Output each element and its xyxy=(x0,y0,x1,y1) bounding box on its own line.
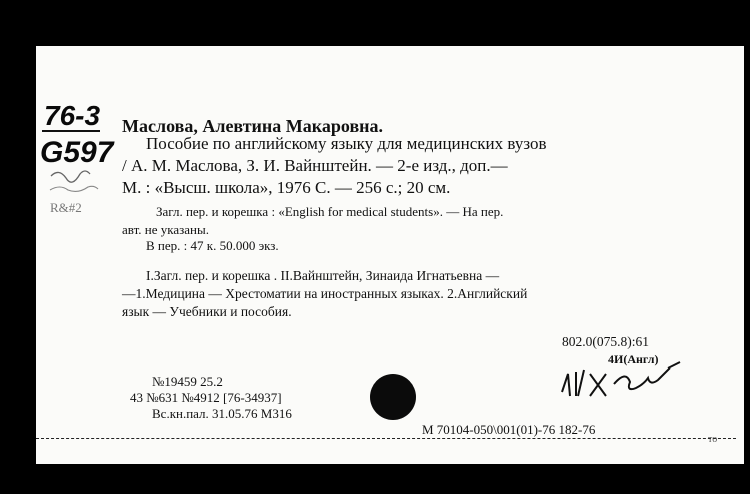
author-heading: Маслова, Алевтина Макаровна. xyxy=(122,116,384,136)
title-line-2: / А. М. Маслова, З. И. Вайнштейн. — 2-е изд., доп.— xyxy=(122,156,508,175)
tracing-line-1: I.Загл. пер. и корешка . II.Вайнштейн, Зинаида Игнатьевна — xyxy=(146,268,500,283)
tracing-line-3: язык — Учебники и пособия. xyxy=(122,304,292,319)
registry-line-2: 43 №631 №4912 [76-34937] xyxy=(130,390,282,405)
call-number-line2: G597 xyxy=(40,136,114,169)
classification-udc: 802.0(075.8):61 xyxy=(562,334,649,349)
call-number-divider xyxy=(42,130,100,132)
tracing-line-2: —1.Медицина — Хрестоматии на иностранных языках. 2.Английский xyxy=(122,286,528,301)
margin-mark: R&#2 xyxy=(50,200,82,215)
ink-blot xyxy=(370,374,416,420)
registry-line-3: Вс.кн.пал. 31.05.76 М316 xyxy=(152,406,292,421)
bottom-code: М 70104-050\001(01)-76 182-76 xyxy=(422,422,596,437)
note-line-2: авт. не указаны. xyxy=(122,222,210,237)
note-line-1: Загл. пер. и корешка : «English for medical students». — На пер. xyxy=(156,204,504,219)
handwritten-signature xyxy=(556,358,706,408)
price-line: В пер. : 47 к. 50.000 экз. xyxy=(146,238,279,253)
title-line-1: Пособие по английскому языку для медицинских вузов xyxy=(146,134,547,153)
registry-line-1: №19459 25.2 xyxy=(152,374,223,389)
bottom-rule xyxy=(36,438,736,439)
corner-mark: то xyxy=(708,434,718,445)
title-line-3: М. : «Высш. школа», 1976 С. — 256 с.; 20 см. xyxy=(122,178,451,197)
classification-bbk: 4И(Англ) xyxy=(608,352,659,366)
catalog-card xyxy=(36,46,744,464)
call-number-line1: 76-3 xyxy=(44,100,101,131)
